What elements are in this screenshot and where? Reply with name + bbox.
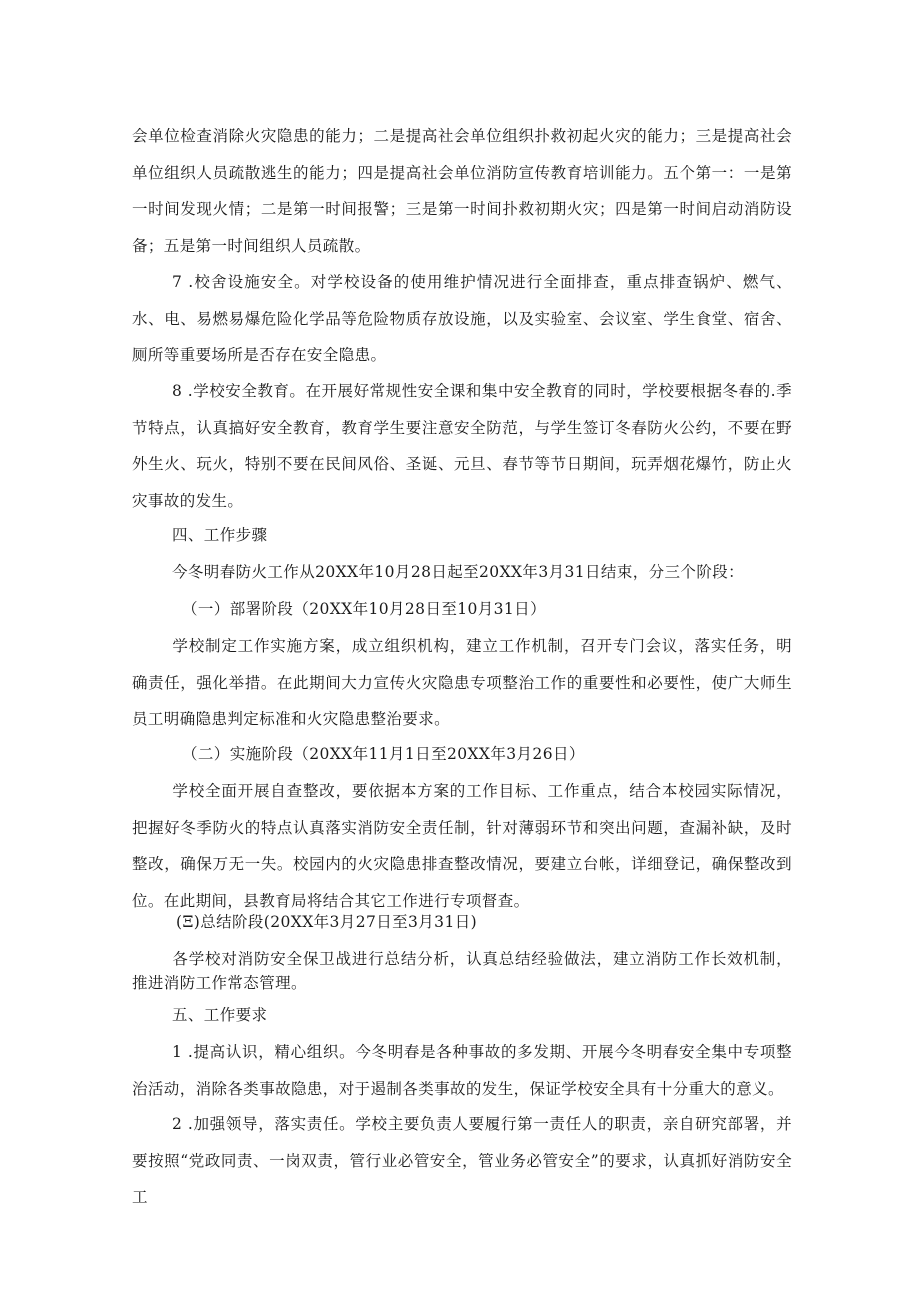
paragraph-safety-education: 8 .学校安全教育。在开展好常规性安全课和集中安全教育的同时，学校要根据冬春的.季节特点，认真搞好安全教育，教育学生要注意安全防范，与学生签订冬春防火公约，不要在野外生火、玩火，特别不要在民间风俗、圣诞、元旦、春节等节日期间，玩弄烟花爆竹，防止火灾事故的发生。 — [132, 382, 792, 510]
paragraph-fire-capabilities: 会单位检查消除火灾隐患的能力；二是提高社会单位组织扑救初起火灾的能力；三是提高社会单位组织人员疏散逃生的能力；四是提高社会单位消防宣传教育培训能力。五个第一：一是第一时间发现火情；二是第一时间报警；三是第一时间扑救初期火灾；四是第一时间启动消防设备；五是第一时间组织人员疏散。 — [132, 127, 792, 255]
paragraph-school-facilities: 7 .校舍设施安全。对学校设备的使用维护情况进行全面排查，重点排查锅炉、燃气、水、电、易燃易爆危险化学品等危险物质存放设施，以及实验室、会议室、学生食堂、宿舍、厕所等重要场所是否存在安全隐患。 — [132, 273, 792, 364]
heading-implementation-stage: （二）实施阶段（20XX年11月1日至20XX年3月26日） — [182, 745, 585, 763]
paragraph-implementation: 学校全面开展自查整改，要依据本方案的工作目标、工作重点，结合本校园实际情况，把握好冬季防火的特点认真落实消防安全责任制，针对薄弱环节和突出问题，查漏补缺，及时整改，确保万无一失。校园内的火灾隐患排查整改情况，要建立台帐，详细登记，确保整改到位。在此期间，县教育局将结合其它工作进行专项督查。 — [132, 782, 792, 910]
paragraph-deployment: 学校制定工作实施方案，成立组织机构，建立工作机制，召开专门会议，落实任务，明确责任，强化举措。在此期间大力宣传火灾隐患专项整治工作的重要性和必要性，使广大师生员工明确隐患判定标准和火灾隐患整治要求。 — [132, 637, 792, 728]
paragraph-requirement-1: 1 .提高认识，精心组织。今冬明春是各种事故的多发期、开展今冬明春安全集中专项整治活动，消除各类事故隐患，对于遏制各类事故的发生，保证学校安全具有十分重大的意义。 — [132, 1043, 792, 1098]
heading-work-steps: 四、工作步骤 — [172, 526, 268, 544]
paragraph-schedule: 今冬明春防火工作从20XX年10月28日起至20XX年3月31日结束，分三个阶段： — [172, 563, 745, 581]
heading-deployment-stage: （一）部署阶段（20XX年10月28日至10月31日） — [182, 600, 546, 618]
paragraph-summary: 各学校对消防安全保卫战进行总结分析，认真总结经验做法，建立消防工作长效机制，推进消防工作常态管理。 — [132, 950, 792, 992]
paragraph-requirement-2: 2 .加强领导，落实责任。学校主要负责人要履行第一责任人的职责，亲自研究部署，并要按照“党政同责、一岗双责，管行业必管安全，管业务必管安全”的要求，认真抓好消防安全工 — [132, 1115, 792, 1206]
heading-work-requirements: 五、工作要求 — [172, 1006, 268, 1024]
heading-summary-stage: (Ξ)总结阶段(20XX年3月27日至3月31日) — [176, 913, 478, 931]
